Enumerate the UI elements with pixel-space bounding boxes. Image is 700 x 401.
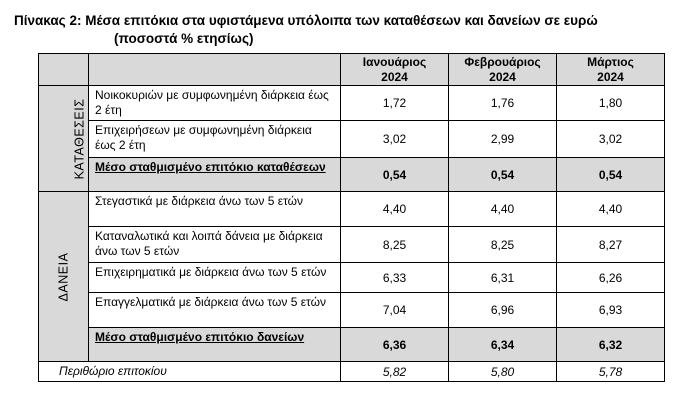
row-label: Καταναλωτικά και λοιπά δάνεια με διάρκεια άνω των 5 ετών [89,227,341,263]
table-row [39,293,665,328]
cell-value: 5,82 [341,362,449,382]
row-label: Νοικοκυριών με συμφωνημένη διάρκεια έως 2 έτη [89,86,341,121]
cell-value: 1,72 [341,86,449,121]
cell-value: 6,96 [449,293,557,328]
margin-row [39,362,665,382]
row-label: Επιχειρηματικά με διάρκεια άνω των 5 ετών [89,263,341,293]
header-corner-label [89,54,341,86]
table-title [14,12,598,48]
row-label: Επαγγελματικά με διάρκεια άνω των 5 ετών [89,293,341,328]
table-row [39,263,665,293]
table-row [39,86,665,121]
table-row [39,192,665,227]
deposits-average-row [39,158,665,192]
cell-value: 6,26 [557,263,665,293]
table-row [39,121,665,158]
header-corner-group [39,54,89,86]
cell-value: 0,54 [341,158,449,192]
cell-value: 5,80 [449,362,557,382]
loans-average-row [39,328,665,362]
row-label: Μέσο σταθμισμένο επιτόκιο δανείων [89,328,341,362]
header-march: Μάρτιος 2024 [557,54,665,86]
row-label: Επιχειρήσεων με συμφωνημένη διάρκεια έως 2 έτη [89,121,341,158]
cell-value: 1,76 [449,86,557,121]
loans-group-label: ΔΑΝΕΙΑ [39,192,89,362]
cell-value: 0,54 [449,158,557,192]
cell-value: 6,34 [449,328,557,362]
cell-value: 6,31 [449,263,557,293]
cell-value: 4,40 [557,192,665,227]
cell-value: 6,93 [557,293,665,328]
cell-value: 3,02 [341,121,449,158]
table-title-line2: (ποσοστά % ετησίως) [114,31,254,46]
cell-value: 1,80 [557,86,665,121]
table-row [39,227,665,263]
table-title-line1: Πίνακας 2: Μέσα επιτόκια στα υφιστάμενα υπόλοιπα των καταθέσεων και δανείων σε ευρώ [14,13,598,28]
cell-value: 4,40 [341,192,449,227]
row-label: Μέσο σταθμισμένο επιτόκιο καταθέσεων [89,158,341,192]
row-label: Περιθώριο επιτοκίου [39,362,341,382]
cell-value: 6,32 [557,328,665,362]
row-label: Στεγαστικά με διάρκεια άνω των 5 ετών [89,192,341,227]
deposits-group-label: ΚΑΤΑΘΕΣΕΙΣ [39,86,89,192]
cell-value: 2,99 [449,121,557,158]
header-january: Ιανουάριος 2024 [341,54,449,86]
cell-value: 3,02 [557,121,665,158]
cell-value: 4,40 [449,192,557,227]
header-row [39,54,665,86]
cell-value: 8,25 [341,227,449,263]
cell-value: 6,36 [341,328,449,362]
cell-value: 8,27 [557,227,665,263]
cell-value: 8,25 [449,227,557,263]
interest-rates-table [38,53,665,382]
cell-value: 0,54 [557,158,665,192]
cell-value: 6,33 [341,263,449,293]
header-february: Φεβρουάριος 2024 [449,54,557,86]
cell-value: 5,78 [557,362,665,382]
cell-value: 7,04 [341,293,449,328]
